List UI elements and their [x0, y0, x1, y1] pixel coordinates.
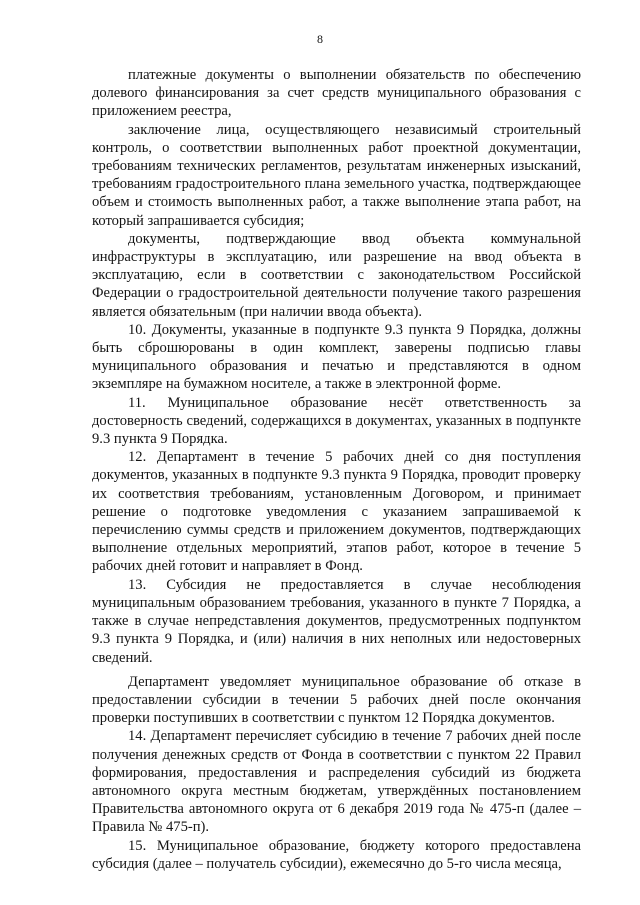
paragraph-clause-14: 14. Департамент перечисляет субсидию в течение 7 рабочих дней после получения денежных средств от Фонда в соответствии с пунктом 22 Правил формирования, предоставления и распределения субсидий из бюджета автономного округа местным бюджетам, утверждённых постановлением Правительства автономного округа от 6 декабря 2019 года № 475-п (далее – Правила № 475-п).: [92, 728, 581, 836]
paragraph-clause-10: 10. Документы, указанные в подпункте 9.3 пункта 9 Порядка, должны быть сброшюрованы в один комплект, заверены подписью главы муниципального образования и печатью и представляются в одном экземпляре на бумажном носителе, а также в электронной форме.: [92, 321, 581, 393]
paragraph-clause-13: 13. Субсидия не предоставляется в случае несоблюдения муниципальным образованием требования, указанного в пункте 7 Порядка, а также в случае непредставления документов, предусмотренных подпунктом 9.3 пункта 9 Порядка, и (или) наличия в них неполных или недостоверных сведений.: [92, 576, 581, 666]
document-body: [92, 66, 581, 873]
paragraph-payment-documents: платежные документы о выполнении обязательств по обеспечению долевого финансирования за счет средств муниципального образования с приложением реестра,: [92, 67, 581, 120]
paragraph-commissioning-documents: документы, подтверждающие ввод объекта коммунальной инфраструктуры в эксплуатацию, или разрешение на ввод объекта в эксплуатацию, если в соответствии с законодательством Российской Федерации о градостроительной деятельности получение такого разрешения является обязательным (при наличии ввода объекта).: [92, 230, 581, 320]
paragraph-clause-15: 15. Муниципальное образование, бюджету которого предоставлена субсидия (далее – получатель субсидии), ежемесячно до 5-го числа месяца,: [92, 837, 581, 872]
paragraph-clause-11: 11. Муниципальное образование несёт ответственность за достоверность сведений, содержащихся в документах, указанных в подпункте 9.3 пункта 9 Порядка.: [92, 394, 581, 448]
paragraph-construction-control-conclusion: заключение лица, осуществляющего независимый строительный контроль, о соответствии выполненных работ проектной документации, требованиям технических регламентов, результатам инженерных изысканий, требованиям градостроительного плана земельного участка, подтверждающее объем и стоимость выполненных работ, а также выполнение этапа работ, на который запрашивается субсидия;: [92, 121, 581, 229]
page-number: 8: [317, 32, 323, 46]
paragraph-refusal-notice: Департамент уведомляет муниципальное образование об отказе в предоставлении субсидии в течении 5 рабочих дней после окончания проверки поступивших в соответствии с пунктом 12 Порядка документов.: [92, 673, 581, 727]
paragraph-clause-12: 12. Департамент в течение 5 рабочих дней со дня поступления документов, указанных в подпункте 9.3 пункта 9 Порядка, проводит проверку их соответствия требованиям, установленным Договором, и принимает решение о подготовке уведомления с указанием запрашиваемой к перечислению суммы средств и приложением документов, подтверждающих выполнение отдельных мероприятий, этапов работ, которое в течение 5 рабочих дней готовит и направляет в Фонд.: [92, 449, 581, 575]
